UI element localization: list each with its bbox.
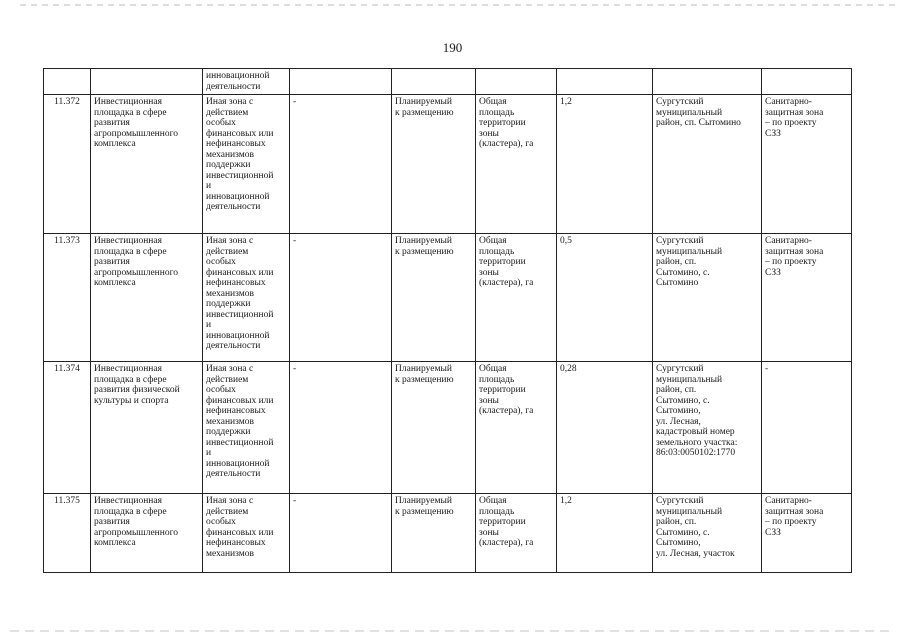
cell-dash-text: - [293, 496, 297, 506]
cell-status [392, 234, 476, 362]
cell-restriction-text: Санитарно- защитная зона – по проекту СЗЗ [765, 97, 824, 139]
cell-dash [290, 69, 392, 95]
cell-value [557, 95, 653, 234]
cell-status-text: Планируемый к размещению [395, 496, 454, 517]
cell-status-text: Планируемый к размещению [395, 236, 454, 257]
cell-number-text: 11.372 [54, 97, 80, 107]
cell-status [392, 362, 476, 494]
cell-zone-type-text: Иная зона с действием особых финансовых или нефинансовых механизмов поддержки инвестиционной и инновационной деятельности [206, 236, 274, 351]
cell-number-text: 11.373 [54, 236, 80, 246]
cell-value-text: 0,5 [560, 236, 572, 246]
table-row [44, 494, 852, 573]
scan-artifact-top [20, 4, 900, 6]
cell-object-name [91, 234, 203, 362]
document-table-wrapper [43, 68, 851, 573]
table-row [44, 95, 852, 234]
cell-restriction [762, 362, 852, 494]
cell-restriction-text: Санитарно- защитная зона – по проекту СЗЗ [765, 236, 824, 278]
cell-location [653, 95, 762, 234]
cell-object-name [91, 362, 203, 494]
document-table [43, 68, 852, 573]
cell-dash [290, 95, 392, 234]
cell-parameter [476, 362, 557, 494]
cell-location [653, 362, 762, 494]
cell-location-text: Сургутский муниципальный район, сп. Сытомино, с. Сытомино, ул. Лесная, участок [656, 496, 735, 559]
cell-restriction [762, 95, 852, 234]
cell-value [557, 362, 653, 494]
cell-object-name-text: Инвестиционная площадка в сфере развития агропромышленного комплекса [94, 97, 179, 149]
scan-artifact-bottom [10, 630, 890, 632]
cell-dash [290, 362, 392, 494]
cell-status [392, 494, 476, 573]
cell-value [557, 494, 653, 573]
cell-number [44, 95, 91, 234]
cell-object-name [91, 494, 203, 573]
cell-dash-text: - [293, 236, 297, 246]
table-row [44, 362, 852, 494]
cell-parameter [476, 494, 557, 573]
table-body [44, 69, 852, 573]
cell-parameter-text: Общая площадь территории зоны (кластера), га [479, 364, 534, 416]
cell-zone-type-text: Иная зона с действием особых финансовых или нефинансовых механизмов поддержки инвестиционной и инновационной деятельности [206, 97, 274, 212]
cell-dash [290, 494, 392, 573]
cell-value [557, 234, 653, 362]
cell-parameter-text: Общая площадь территории зоны (кластера), га [479, 496, 534, 548]
cell-location [653, 234, 762, 362]
cell-object-name-text: Инвестиционная площадка в сфере развития агропромышленного комплекса [94, 496, 179, 548]
cell-status-text: Планируемый к размещению [395, 364, 454, 385]
cell-value-text: 1,2 [560, 97, 572, 107]
cell-parameter [476, 95, 557, 234]
cell-status [392, 69, 476, 95]
cell-object-name-text: Инвестиционная площадка в сфере развития агропромышленного комплекса [94, 236, 179, 288]
cell-zone-type [203, 69, 290, 95]
cell-restriction [762, 234, 852, 362]
cell-object-name [91, 95, 203, 234]
cell-parameter-text: Общая площадь территории зоны (кластера), га [479, 236, 534, 288]
cell-restriction [762, 494, 852, 573]
cell-location-text: Сургутский муниципальный район, сп. Сытомино, с. Сытомино, ул. Лесная, кадастровый номер земельного участка: 86:03:0050102:1770 [656, 364, 738, 458]
cell-number-text: 11.375 [54, 496, 80, 506]
cell-number-text: 11.374 [54, 364, 80, 374]
cell-number [44, 69, 91, 95]
cell-zone-type-text: инновационной деятельности [206, 71, 270, 92]
cell-location [653, 69, 762, 95]
table-row [44, 234, 852, 362]
cell-parameter [476, 234, 557, 362]
cell-location-text: Сургутский муниципальный район, сп. Сытомино, с. Сытомино [656, 236, 723, 288]
cell-restriction [762, 69, 852, 95]
table-row [44, 69, 852, 95]
cell-status-text: Планируемый к размещению [395, 97, 454, 118]
cell-parameter [476, 69, 557, 95]
cell-zone-type [203, 362, 290, 494]
cell-dash-text: - [293, 364, 297, 374]
cell-object-name-text: Инвестиционная площадка в сфере развития физической культуры и спорта [94, 364, 180, 406]
cell-dash-text: - [293, 97, 297, 107]
cell-value-text: 0,28 [560, 364, 577, 374]
cell-value-text: 1,2 [560, 496, 572, 506]
cell-value [557, 69, 653, 95]
cell-zone-type [203, 234, 290, 362]
cell-dash [290, 234, 392, 362]
cell-zone-type [203, 494, 290, 573]
cell-number [44, 234, 91, 362]
cell-location [653, 494, 762, 573]
cell-restriction-text: Санитарно- защитная зона – по проекту СЗЗ [765, 496, 824, 538]
cell-location-text: Сургутский муниципальный район, сп. Сытомино [656, 97, 741, 128]
cell-zone-type-text: Иная зона с действием особых финансовых или нефинансовых механизмов [206, 496, 274, 559]
cell-zone-type-text: Иная зона с действием особых финансовых или нефинансовых механизмов поддержки инвестиционной и инновационной деятельности [206, 364, 274, 479]
page-number: 190 [442, 40, 463, 55]
cell-parameter-text: Общая площадь территории зоны (кластера), га [479, 97, 534, 149]
cell-restriction-text: - [765, 364, 769, 374]
cell-object-name [91, 69, 203, 95]
cell-number [44, 362, 91, 494]
cell-number [44, 494, 91, 573]
cell-zone-type [203, 95, 290, 234]
cell-status [392, 95, 476, 234]
